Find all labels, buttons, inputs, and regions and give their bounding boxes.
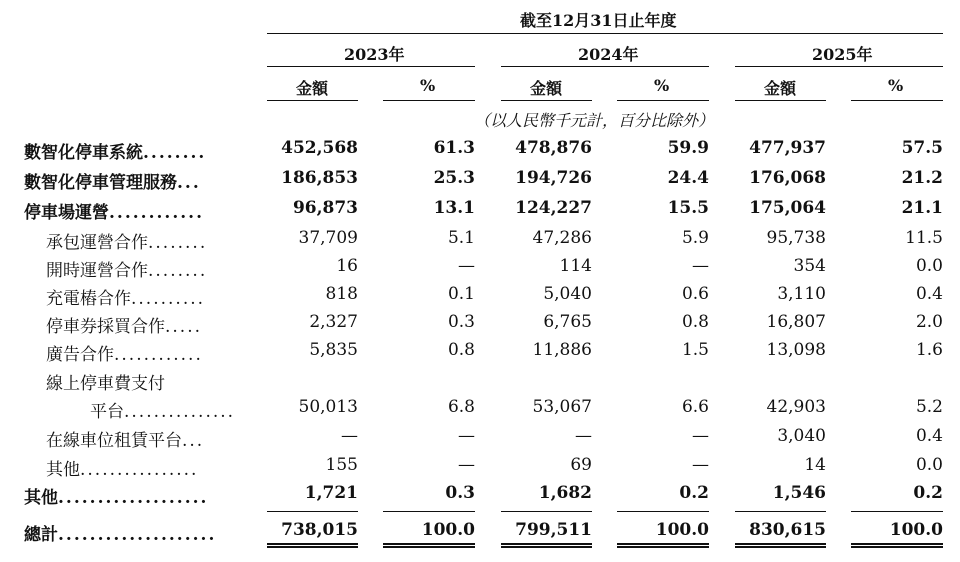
pct-cell: 0.0 bbox=[915, 256, 943, 276]
pct-cell: 0.3 bbox=[445, 483, 475, 503]
amount-cell: 738,015 bbox=[281, 520, 358, 540]
amount-cell: 1,546 bbox=[772, 483, 826, 503]
amount-cell: 5,835 bbox=[309, 340, 358, 360]
pct-cell: 100.0 bbox=[655, 520, 709, 540]
amount-cell: 6,765 bbox=[543, 312, 592, 332]
row-label-text: 廣告合作 bbox=[46, 345, 114, 365]
amount-cell: 799,511 bbox=[515, 520, 592, 540]
total-top-rule-4 bbox=[617, 511, 709, 512]
row-label-text: 平台 bbox=[90, 402, 124, 422]
amount-cell: 477,937 bbox=[749, 138, 826, 158]
pct-cell: 0.2 bbox=[913, 483, 943, 503]
pct-cell: 0.0 bbox=[915, 455, 943, 475]
amount-cell: 50,013 bbox=[298, 397, 358, 417]
amount-cell: 3,040 bbox=[777, 426, 826, 446]
amount-cell: 11,886 bbox=[532, 340, 592, 360]
pct-cell: 0.4 bbox=[915, 284, 943, 304]
pct-cell: — bbox=[458, 256, 475, 276]
pct-cell: 1.5 bbox=[681, 340, 709, 360]
pct-cell: 21.1 bbox=[901, 198, 943, 218]
pct-cell: 5.9 bbox=[681, 228, 709, 248]
pct-cell: 21.2 bbox=[901, 168, 943, 188]
pct-cell: 15.5 bbox=[667, 198, 709, 218]
pct-cell: 6.8 bbox=[447, 397, 475, 417]
row-leader-dots: .......... bbox=[131, 289, 206, 309]
total-double-rule-6 bbox=[851, 543, 943, 548]
amount-header-2025: 金額 bbox=[764, 79, 797, 98]
pct-cell: 25.3 bbox=[433, 168, 475, 188]
amount-cell: 354 bbox=[793, 256, 826, 276]
amount-cell: 96,873 bbox=[292, 198, 358, 218]
pct-cell: — bbox=[692, 256, 709, 276]
row-leader-dots: ........ bbox=[148, 261, 208, 281]
row-leader-dots: ............... bbox=[124, 402, 236, 422]
pct-cell: 2.0 bbox=[915, 312, 943, 332]
total-top-rule-1 bbox=[267, 511, 358, 512]
period-header: 截至12月31日止年度 bbox=[520, 11, 677, 30]
amount-cell: 478,876 bbox=[515, 138, 592, 158]
amount-cell: 1,682 bbox=[538, 483, 592, 503]
amount-header-2023: 金額 bbox=[296, 79, 329, 98]
pct-cell: — bbox=[458, 426, 475, 446]
unit-note: （以人民幣千元計，百分比除外） bbox=[474, 111, 715, 130]
row-label-text: 開時運營合作 bbox=[46, 261, 148, 281]
pct-cell: 0.4 bbox=[915, 426, 943, 446]
amount-cell: 95,738 bbox=[766, 228, 826, 248]
pct-cell: 61.3 bbox=[433, 138, 475, 158]
row-leader-dots: ... bbox=[177, 173, 201, 193]
pct-cell: 5.1 bbox=[447, 228, 475, 248]
pct-cell: — bbox=[458, 455, 475, 475]
pct-cell: 5.2 bbox=[915, 397, 943, 417]
pct-cell: 0.8 bbox=[447, 340, 475, 360]
col-rule-pct-2024 bbox=[617, 100, 709, 101]
row-leader-dots: ... bbox=[182, 431, 205, 451]
pct-header-2023: % bbox=[420, 76, 436, 95]
row-label-text: 數智化停車系統 bbox=[24, 143, 143, 163]
amount-cell: — bbox=[575, 426, 592, 446]
row-label bbox=[24, 426, 204, 451]
row-leader-dots: ..... bbox=[165, 317, 203, 337]
total-double-rule-3 bbox=[501, 543, 592, 548]
row-label bbox=[24, 340, 203, 365]
pct-cell: 6.6 bbox=[681, 397, 709, 417]
amount-cell: 37,709 bbox=[298, 228, 358, 248]
col-rule-amount-2024 bbox=[501, 100, 592, 101]
total-top-rule-5 bbox=[735, 511, 826, 512]
pct-cell: 11.5 bbox=[905, 228, 943, 248]
row-leader-dots: ............ bbox=[114, 345, 203, 365]
row-label-text: 充電樁合作 bbox=[46, 289, 131, 309]
pct-cell: 0.2 bbox=[679, 483, 709, 503]
row-label bbox=[24, 256, 207, 281]
year-2023-rule bbox=[267, 66, 475, 67]
amount-cell: 53,067 bbox=[532, 397, 592, 417]
amount-header-2024: 金額 bbox=[530, 79, 563, 98]
row-leader-dots: ................... bbox=[58, 488, 209, 508]
pct-cell: 0.6 bbox=[681, 284, 709, 304]
row-label-text: 停車券採買合作 bbox=[46, 317, 165, 337]
pct-cell: 100.0 bbox=[889, 520, 943, 540]
amount-cell: 16,807 bbox=[766, 312, 826, 332]
year-2023-header: 2023年 bbox=[344, 45, 405, 64]
amount-cell: 3,110 bbox=[777, 284, 826, 304]
pct-cell: 24.4 bbox=[667, 168, 709, 188]
total-double-rule-2 bbox=[383, 543, 475, 548]
row-label bbox=[24, 312, 202, 337]
row-label-text: 其他 bbox=[24, 488, 58, 508]
row-label bbox=[24, 198, 204, 223]
period-rule bbox=[267, 33, 943, 34]
amount-cell: 155 bbox=[325, 455, 358, 475]
row-label-text: 其他 bbox=[46, 460, 80, 480]
pct-cell: — bbox=[692, 455, 709, 475]
amount-cell: 176,068 bbox=[749, 168, 826, 188]
total-double-rule-4 bbox=[617, 543, 709, 548]
amount-cell: 114 bbox=[559, 256, 592, 276]
row-label-text: 停車場運營 bbox=[24, 203, 109, 223]
amount-cell: 13,098 bbox=[766, 340, 826, 360]
amount-cell: 452,568 bbox=[281, 138, 358, 158]
pct-cell: 57.5 bbox=[901, 138, 943, 158]
row-label-text: 數智化停車管理服務 bbox=[24, 173, 177, 193]
row-leader-dots: ........ bbox=[148, 233, 208, 253]
amount-cell: 2,327 bbox=[309, 312, 358, 332]
amount-cell: 830,615 bbox=[749, 520, 826, 540]
row-label bbox=[24, 483, 208, 508]
amount-cell: — bbox=[341, 426, 358, 446]
row-leader-dots: .................... bbox=[58, 525, 217, 545]
amount-cell: 818 bbox=[325, 284, 358, 304]
row-label bbox=[24, 520, 216, 545]
amount-cell: 69 bbox=[570, 455, 592, 475]
col-rule-amount-2023 bbox=[267, 100, 358, 101]
row-leader-dots: ................ bbox=[80, 460, 199, 480]
row-label bbox=[24, 397, 235, 422]
year-2024-rule bbox=[501, 66, 709, 67]
amount-cell: 5,040 bbox=[543, 284, 592, 304]
total-top-rule-6 bbox=[851, 511, 943, 512]
row-label-text: 承包運營合作 bbox=[46, 233, 148, 253]
pct-cell: 59.9 bbox=[667, 138, 709, 158]
amount-cell: 194,726 bbox=[515, 168, 592, 188]
col-rule-amount-2025 bbox=[735, 100, 826, 101]
total-double-rule-1 bbox=[267, 543, 358, 548]
total-top-rule-2 bbox=[383, 511, 475, 512]
pct-cell: 0.1 bbox=[447, 284, 475, 304]
row-leader-dots: ........ bbox=[143, 143, 207, 163]
amount-cell: 42,903 bbox=[766, 397, 826, 417]
row-label bbox=[24, 138, 206, 163]
pct-cell: 1.6 bbox=[915, 340, 943, 360]
row-label bbox=[24, 284, 205, 309]
total-double-rule-5 bbox=[735, 543, 826, 548]
amount-cell: 1,721 bbox=[304, 483, 358, 503]
row-leader-dots: ............ bbox=[109, 203, 205, 223]
year-2025-rule bbox=[735, 66, 943, 67]
row-label bbox=[24, 369, 165, 394]
row-label bbox=[24, 168, 201, 193]
pct-cell: — bbox=[692, 426, 709, 446]
amount-cell: 14 bbox=[804, 455, 826, 475]
pct-cell: 0.8 bbox=[681, 312, 709, 332]
amount-cell: 124,227 bbox=[515, 198, 592, 218]
amount-cell: 175,064 bbox=[749, 198, 826, 218]
pct-cell: 13.1 bbox=[433, 198, 475, 218]
year-2024-header: 2024年 bbox=[578, 45, 639, 64]
row-label-text: 在線車位租賃平台 bbox=[46, 431, 182, 451]
row-label-text: 線上停車費支付 bbox=[46, 374, 165, 394]
total-top-rule-3 bbox=[501, 511, 592, 512]
pct-cell: 0.3 bbox=[447, 312, 475, 332]
amount-cell: 16 bbox=[336, 256, 358, 276]
pct-header-2025: % bbox=[888, 76, 904, 95]
row-label bbox=[24, 455, 198, 480]
col-rule-pct-2023 bbox=[383, 100, 475, 101]
row-label bbox=[24, 228, 207, 253]
amount-cell: 186,853 bbox=[281, 168, 358, 188]
amount-cell: 47,286 bbox=[532, 228, 592, 248]
col-rule-pct-2025 bbox=[851, 100, 943, 101]
pct-cell: 100.0 bbox=[421, 520, 475, 540]
pct-header-2024: % bbox=[654, 76, 670, 95]
row-label-text: 總計 bbox=[24, 525, 58, 545]
year-2025-header: 2025年 bbox=[812, 45, 873, 64]
